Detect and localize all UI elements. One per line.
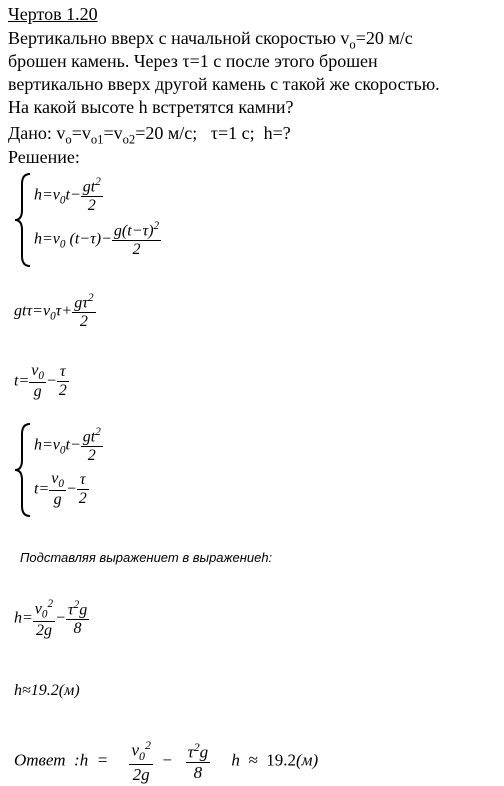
equation-2: $gt\tau=v_0\tau+$ $\frac{g\tau^2}{2}$ bbox=[14, 292, 94, 331]
substitution-note: Подставляя выражениет в выражениеh: bbox=[20, 550, 273, 565]
system-2 bbox=[12, 420, 212, 520]
problem-line-1: Вертикально вверх с начальной скоростью $v_o=20$ м/с bbox=[8, 28, 413, 52]
equation-5: h= $\frac{v_0^2}{2g}$ − $\frac{\tau^2g}{8}$ bbox=[14, 598, 88, 639]
equation-3: t= $\frac{v_0}{g}$ − $\frac{\tau}{2}$ bbox=[14, 362, 67, 401]
system-1 bbox=[12, 170, 212, 270]
given-line: Дано: $v_o=v_{o1}=v_{o2}=20$ м/с; τ=1 с; h=? bbox=[8, 123, 291, 147]
approx-result: h≈19.2(м) bbox=[14, 682, 80, 699]
equation-1b: $h=v_0$ (t−τ)− $\frac{g(t-\tau)^2}{2}$ bbox=[34, 220, 160, 259]
left-brace-icon bbox=[12, 172, 36, 268]
equation-4a: $h=v_0t-$ $\frac{gt^2}{2}$ bbox=[34, 426, 101, 465]
problem-title: Чертов 1.20 bbox=[8, 4, 98, 24]
problem-line-3: вертикально вверх другой камень с такой же скоростью. bbox=[8, 74, 440, 94]
answer-line: Ответ :h = $\frac{v_0^2}{2g}$ − $\frac{\tau^2g}{8}$ h ≈ 19.2(м) bbox=[14, 738, 319, 785]
solution-label: Решение: bbox=[8, 147, 80, 167]
equation-1a: $h=v_0t-$ $\frac{gt^2}{2}$ bbox=[34, 176, 101, 215]
problem-line-2: брошен камень. Через τ=1 с после этого брошен bbox=[8, 51, 378, 71]
problem-line-4: На какой высоте h встретятся камни? bbox=[8, 97, 294, 117]
left-brace-icon bbox=[12, 422, 36, 518]
equation-4b: t= $\frac{v_0}{g}$ − $\frac{\tau}{2}$ bbox=[34, 470, 87, 509]
